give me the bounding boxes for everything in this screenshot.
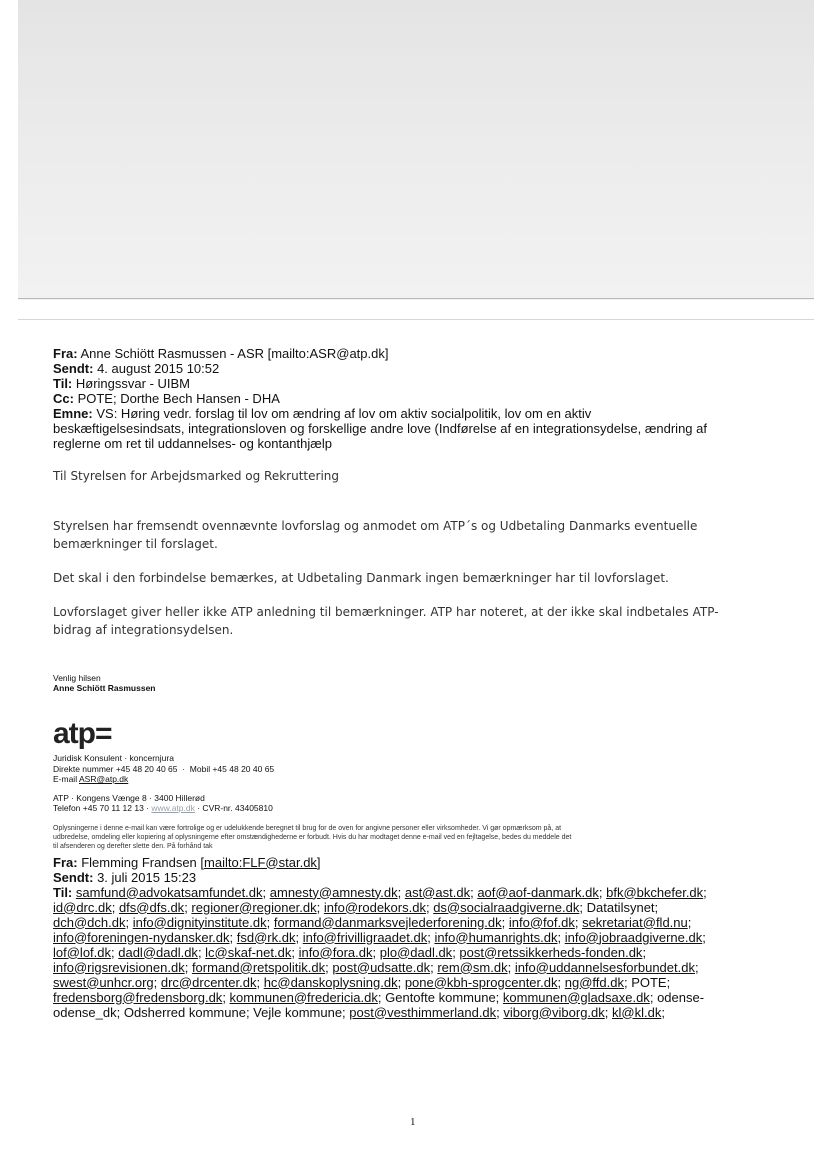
recipient-email-link[interactable]: info@jobraadgiverne.dk: [564, 929, 703, 945]
recipient-email-link[interactable]: formand@retspolitik.dk: [191, 959, 326, 975]
recipient-email-link[interactable]: formand@danmarksvejlederforening.dk: [273, 914, 502, 930]
recipient-email-link[interactable]: dch@dch.dk: [53, 914, 126, 930]
recipient-email-link[interactable]: drc@drcenter.dk: [160, 974, 257, 990]
closing: Venlig hilsen: [53, 673, 101, 683]
address-row: ATP · Kongens Vænge 8 · 3400 Hillerød: [53, 792, 205, 803]
telefon-row: Telefon +45 70 11 12 13 · www.atp.dk · CVR-nr. 43405810: [53, 803, 273, 813]
mailto-link[interactable]: [mailto:FLF@star.dk]: [200, 854, 321, 870]
recipient-line: swest@unhcr.org; drc@drcenter.dk; hc@danskoplysning.dk; pone@kbh-sprogcenter.dk; ng@ffd.dk; POTE;: [53, 974, 671, 990]
page-number: 1: [410, 1116, 416, 1128]
recipients-list: [53, 885, 763, 1020]
recipient-email-link[interactable]: samfund@advokatsamfundet.dk: [75, 884, 263, 900]
recipient-email-link[interactable]: post@retssikkerheds-fonden.dk: [459, 944, 643, 960]
scan-edge-line: [18, 298, 814, 299]
recipient-email-link[interactable]: hc@danskoplysning.dk: [263, 974, 398, 990]
recipient-email-link[interactable]: bfk@bkchefer.dk: [606, 884, 704, 900]
to-value: Høringssvar - UIBM: [75, 376, 191, 391]
subject-row: Emne: VS: Høring vedr. forslag til lov om ændring af lov om aktiv socialpolitik, lov om en aktiv beskæftigelsesindsats, integrationsloven og forskellige andre love (Indførelse af en integrationsydelse, ændring af reglerne om ret til uddannelses- og kontanthjælp: [53, 406, 707, 451]
recipient-email-link[interactable]: aof@aof-danmark.dk: [477, 884, 599, 900]
recipient-email-link[interactable]: regioner@regioner.dk: [191, 899, 317, 915]
recipient-email-link[interactable]: ast@ast.dk: [404, 884, 471, 900]
recipient-email-link[interactable]: swest@unhcr.org: [53, 974, 154, 990]
from-row-2: Fra: Flemming Frandsen [mailto:FLF@star.dk]: [53, 854, 321, 870]
phone-row: Direkte nummer +45 48 20 40 65 · Mobil +45 48 20 40 65: [53, 763, 275, 774]
recipient-line: fredensborg@fredensborg.dk; kommunen@fredericia.dk; Gentofte kommune; kommunen@gladsaxe.dk; odense-: [53, 989, 705, 1005]
atp-logo: atp=: [53, 717, 112, 750]
recipient-line: info@rigsrevisionen.dk; formand@retspolitik.dk; post@udsatte.dk; rem@sm.dk; info@uddannelsesforbundet.dk;: [53, 959, 699, 975]
paragraph-1: Styrelsen har fremsendt ovennævnte lovforslag og anmodet om ATP´s og Udbetaling Danmarks eventuelle bemærkninger til forslaget.: [53, 519, 698, 551]
recipient-email-link[interactable]: info@humanrights.dk: [434, 929, 558, 945]
recipient-email-link[interactable]: lof@lof.dk: [53, 944, 111, 960]
scan-edge-line-faint: [18, 319, 814, 320]
recipient-line: lof@lof.dk; dadl@dadl.dk; lc@skaf-net.dk; info@fora.dk; plo@dadl.dk; post@retssikkerheds-fonden.dk;: [53, 944, 647, 960]
recipient-email-link[interactable]: sekretariat@fld.nu: [582, 914, 688, 930]
to-row: Til: Høringssvar - UIBM: [53, 376, 191, 391]
greeting: Til Styrelsen for Arbejdsmarked og Rekruttering: [53, 469, 340, 483]
disclaimer: Oplysningerne i denne e-mail kan være fortrolige og er udelukkende beregnet til brug for de oven for angivne personer eller virksomheder. Vi gør opmærksom på, at udbredelse, omdeling eller kopiering af oplysningerne efter omstændighederne er forbudt. Hvis du har modtaget denne e-mail ved en fejltagelse, bedes du meddele det til afsenderen og derefter slette den. På forhånd tak: [53, 824, 572, 850]
recipient-email-link[interactable]: fredensborg@fredensborg.dk: [53, 989, 223, 1005]
signature-name: Anne Schiött Rasmussen: [53, 683, 156, 693]
email-row: E-mail ASR@atp.dk: [53, 774, 129, 784]
recipient-email-link[interactable]: ng@ffd.dk: [564, 974, 624, 990]
paragraph-3: Lovforslaget giver heller ikke ATP anledning til bemærkninger. ATP har noteret, at der ikke skal indbetales ATP- bidrag af integrationsydelsen.: [53, 605, 719, 637]
paragraph-2: Det skal i den forbindelse bemærkes, at Udbetaling Danmark ingen bemærkninger har til lovforslaget.: [53, 571, 669, 585]
recipient-email-link[interactable]: info@fof.dk: [508, 914, 575, 930]
from-row: Fra: Anne Schiött Rasmussen - ASR [mailto:ASR@atp.dk]: [53, 346, 389, 361]
email-link[interactable]: ASR@atp.dk: [79, 774, 129, 784]
recipient-email-link[interactable]: dfs@dfs.dk: [118, 899, 185, 915]
recipient-line: Til: samfund@advokatsamfundet.dk; amnesty@amnesty.dk; ast@ast.dk; aof@aof-danmark.dk; bfk@bkchefer.dk;: [53, 884, 707, 900]
recipient-email-link[interactable]: info@dignityinstitute.dk: [132, 914, 267, 930]
cc-row: Cc: POTE; Dorthe Bech Hansen - DHA: [53, 391, 280, 406]
recipient-email-link[interactable]: dadl@dadl.dk: [118, 944, 198, 960]
recipient-email-link[interactable]: rem@sm.dk: [437, 959, 508, 975]
recipient-email-link[interactable]: info@rodekors.dk: [323, 899, 426, 915]
recipient-email-link[interactable]: kl@kl.dk: [612, 1004, 662, 1020]
recipient-line: info@foreningen-nydansker.dk; fsd@rk.dk; info@frivilligraadet.dk; info@humanrights.dk; info@jobraadgiverne.dk;: [53, 929, 706, 945]
recipient-email-link[interactable]: post@vesthimmerland.dk: [349, 1004, 497, 1020]
sent-row: Sendt: 4. august 2015 10:52: [53, 361, 220, 376]
recipient-email-link[interactable]: pone@kbh-sprogcenter.dk: [404, 974, 558, 990]
recipient-email-link[interactable]: post@udsatte.dk: [332, 959, 431, 975]
recipient-email-link[interactable]: lc@skaf-net.dk: [205, 944, 292, 960]
recipient-email-link[interactable]: kommunen@gladsaxe.dk: [502, 989, 650, 1005]
recipient-email-link[interactable]: id@drc.dk: [53, 899, 112, 915]
recipient-line: dch@dch.dk; info@dignityinstitute.dk; formand@danmarksvejlederforening.dk; info@fof.dk; sekretariat@fld.nu;: [53, 914, 692, 930]
recipient-email-link[interactable]: info@frivilligraadet.dk: [302, 929, 428, 945]
recipient-email-link[interactable]: info@uddannelsesforbundet.dk: [514, 959, 695, 975]
email-header-2: [53, 855, 763, 885]
recipient-line: odense_dk; Odsherred kommune; Vejle kommune; post@vesthimmerland.dk; viborg@viborg.dk; kl@kl.dk;: [53, 1004, 665, 1020]
cc-value: POTE; Dorthe Bech Hansen - DHA: [77, 391, 280, 406]
recipient-email-link[interactable]: plo@dadl.dk: [379, 944, 453, 960]
recipient-email-link[interactable]: info@rigsrevisionen.dk: [53, 959, 185, 975]
signature: [53, 673, 763, 693]
recipient-email-link[interactable]: kommunen@fredericia.dk: [229, 989, 378, 1005]
recipient-email-link[interactable]: info@foreningen-nydansker.dk: [53, 929, 230, 945]
email-header-1: [53, 346, 763, 451]
recipient-line: id@drc.dk; dfs@dfs.dk; regioner@regioner.dk; info@rodekors.dk; ds@socialraadgiverne.dk; Datatilsynet;: [53, 899, 659, 915]
scanned-blank-area: [18, 0, 814, 300]
recipient-email-link[interactable]: viborg@viborg.dk: [503, 1004, 605, 1020]
recipient-email-link[interactable]: ds@socialraadgiverne.dk: [433, 899, 580, 915]
job-title: Juridisk Konsulent · koncernjura: [53, 753, 174, 763]
recipient-email-link[interactable]: amnesty@amnesty.dk: [269, 884, 398, 900]
sent-row-2: Sendt: 3. juli 2015 15:23: [53, 869, 197, 885]
from-value: Anne Schiött Rasmussen - ASR [mailto:ASR@atp.dk]: [80, 346, 389, 361]
contact-block: [53, 753, 763, 814]
web-link[interactable]: www.atp.dk: [151, 803, 195, 813]
email-page: [53, 346, 763, 1020]
sent-value: 4. august 2015 10:52: [97, 361, 220, 376]
recipient-email-link[interactable]: fsd@rk.dk: [236, 929, 296, 945]
recipient-email-link[interactable]: info@fora.dk: [298, 944, 373, 960]
